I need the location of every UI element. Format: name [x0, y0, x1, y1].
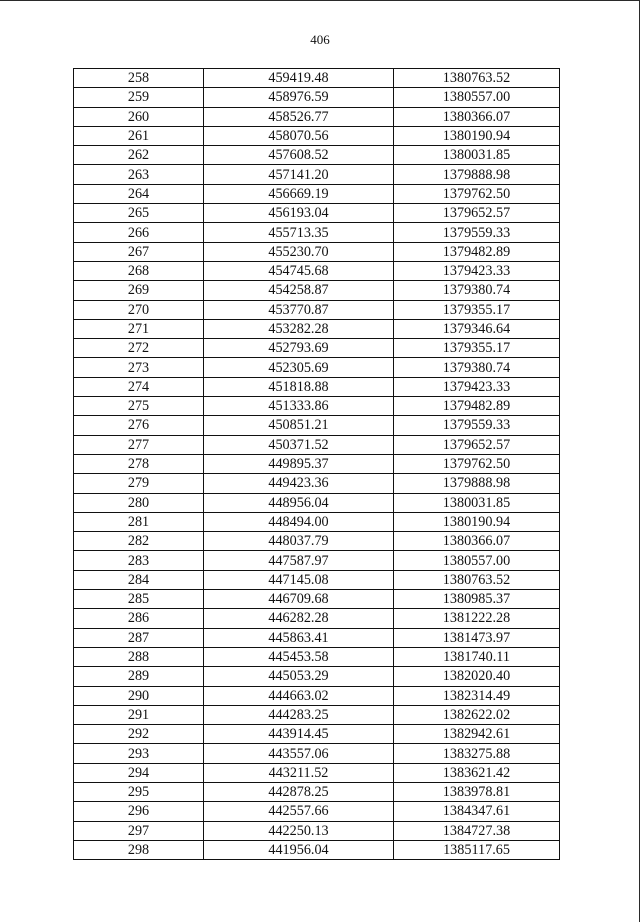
table-row	[74, 493, 560, 512]
table-row	[74, 647, 560, 666]
table-row	[74, 512, 560, 531]
x-coordinate-cell: 445453.58	[204, 647, 394, 666]
point-number-cell: 273	[74, 358, 204, 377]
table-row	[74, 551, 560, 570]
table-row	[74, 725, 560, 744]
x-coordinate-cell: 447587.97	[204, 551, 394, 570]
x-coordinate-cell: 449895.37	[204, 454, 394, 473]
x-coordinate-cell: 444283.25	[204, 705, 394, 724]
scan-border-top	[0, 0, 640, 1]
x-coordinate-cell: 448494.00	[204, 512, 394, 531]
y-coordinate-cell: 1380366.07	[394, 532, 560, 551]
point-number-cell: 284	[74, 570, 204, 589]
point-number-cell: 292	[74, 725, 204, 744]
x-coordinate-cell: 458526.77	[204, 107, 394, 126]
x-coordinate-cell: 454258.87	[204, 281, 394, 300]
point-number-cell: 271	[74, 319, 204, 338]
table-row	[74, 107, 560, 126]
point-number-cell: 285	[74, 590, 204, 609]
table-row	[74, 146, 560, 165]
table-row	[74, 281, 560, 300]
point-number-cell: 278	[74, 454, 204, 473]
point-number-cell: 288	[74, 647, 204, 666]
table-row	[74, 667, 560, 686]
table-row	[74, 88, 560, 107]
point-number-cell: 275	[74, 397, 204, 416]
table-row	[74, 339, 560, 358]
table-row	[74, 69, 560, 88]
y-coordinate-cell: 1384727.38	[394, 821, 560, 840]
point-number-cell: 294	[74, 763, 204, 782]
y-coordinate-cell: 1380557.00	[394, 88, 560, 107]
x-coordinate-cell: 444663.02	[204, 686, 394, 705]
coordinate-table	[73, 68, 560, 860]
point-number-cell: 265	[74, 204, 204, 223]
point-number-cell: 287	[74, 628, 204, 647]
y-coordinate-cell: 1380763.52	[394, 570, 560, 589]
x-coordinate-cell: 456669.19	[204, 184, 394, 203]
x-coordinate-cell: 455713.35	[204, 223, 394, 242]
table-row	[74, 474, 560, 493]
x-coordinate-cell: 448956.04	[204, 493, 394, 512]
coordinate-table-body	[74, 69, 560, 860]
y-coordinate-cell: 1380190.94	[394, 126, 560, 145]
point-number-cell: 298	[74, 840, 204, 859]
table-row	[74, 532, 560, 551]
y-coordinate-cell: 1380763.52	[394, 69, 560, 88]
y-coordinate-cell: 1379423.33	[394, 261, 560, 280]
table-row	[74, 435, 560, 454]
point-number-cell: 269	[74, 281, 204, 300]
point-number-cell: 262	[74, 146, 204, 165]
x-coordinate-cell: 451818.88	[204, 377, 394, 396]
point-number-cell: 263	[74, 165, 204, 184]
x-coordinate-cell: 441956.04	[204, 840, 394, 859]
table-row	[74, 300, 560, 319]
x-coordinate-cell: 442557.66	[204, 802, 394, 821]
y-coordinate-cell: 1382020.40	[394, 667, 560, 686]
y-coordinate-cell: 1382942.61	[394, 725, 560, 744]
table-row	[74, 397, 560, 416]
table-row	[74, 782, 560, 801]
y-coordinate-cell: 1379559.33	[394, 416, 560, 435]
y-coordinate-cell: 1384347.61	[394, 802, 560, 821]
x-coordinate-cell: 453282.28	[204, 319, 394, 338]
x-coordinate-cell: 446282.28	[204, 609, 394, 628]
point-number-cell: 267	[74, 242, 204, 261]
point-number-cell: 258	[74, 69, 204, 88]
x-coordinate-cell: 445053.29	[204, 667, 394, 686]
y-coordinate-cell: 1379380.74	[394, 281, 560, 300]
y-coordinate-cell: 1379482.89	[394, 397, 560, 416]
table-row	[74, 204, 560, 223]
point-number-cell: 282	[74, 532, 204, 551]
point-number-cell: 276	[74, 416, 204, 435]
y-coordinate-cell: 1380031.85	[394, 146, 560, 165]
x-coordinate-cell: 457141.20	[204, 165, 394, 184]
y-coordinate-cell: 1382622.02	[394, 705, 560, 724]
y-coordinate-cell: 1380557.00	[394, 551, 560, 570]
x-coordinate-cell: 443557.06	[204, 744, 394, 763]
x-coordinate-cell: 457608.52	[204, 146, 394, 165]
y-coordinate-cell: 1379355.17	[394, 300, 560, 319]
table-row	[74, 570, 560, 589]
table-row	[74, 223, 560, 242]
table-row	[74, 686, 560, 705]
point-number-cell: 270	[74, 300, 204, 319]
table-row	[74, 454, 560, 473]
table-row	[74, 377, 560, 396]
x-coordinate-cell: 453770.87	[204, 300, 394, 319]
y-coordinate-cell: 1379888.98	[394, 474, 560, 493]
table-row	[74, 609, 560, 628]
y-coordinate-cell: 1379762.50	[394, 454, 560, 473]
table-row	[74, 416, 560, 435]
point-number-cell: 295	[74, 782, 204, 801]
x-coordinate-cell: 442250.13	[204, 821, 394, 840]
x-coordinate-cell: 450371.52	[204, 435, 394, 454]
table-row	[74, 261, 560, 280]
x-coordinate-cell: 450851.21	[204, 416, 394, 435]
point-number-cell: 274	[74, 377, 204, 396]
y-coordinate-cell: 1380190.94	[394, 512, 560, 531]
page-number: 406	[310, 32, 330, 47]
x-coordinate-cell: 458976.59	[204, 88, 394, 107]
table-row	[74, 358, 560, 377]
point-number-cell: 279	[74, 474, 204, 493]
table-row	[74, 744, 560, 763]
x-coordinate-cell: 445863.41	[204, 628, 394, 647]
x-coordinate-cell: 452305.69	[204, 358, 394, 377]
x-coordinate-cell: 452793.69	[204, 339, 394, 358]
table-row	[74, 821, 560, 840]
y-coordinate-cell: 1379423.33	[394, 377, 560, 396]
table-row	[74, 628, 560, 647]
point-number-cell: 283	[74, 551, 204, 570]
y-coordinate-cell: 1383275.88	[394, 744, 560, 763]
point-number-cell: 289	[74, 667, 204, 686]
x-coordinate-cell: 456193.04	[204, 204, 394, 223]
y-coordinate-cell: 1381222.28	[394, 609, 560, 628]
y-coordinate-cell: 1379652.57	[394, 204, 560, 223]
y-coordinate-cell: 1380366.07	[394, 107, 560, 126]
y-coordinate-cell: 1379888.98	[394, 165, 560, 184]
point-number-cell: 290	[74, 686, 204, 705]
table-row	[74, 319, 560, 338]
point-number-cell: 293	[74, 744, 204, 763]
point-number-cell: 281	[74, 512, 204, 531]
table-row	[74, 590, 560, 609]
table-row	[74, 763, 560, 782]
x-coordinate-cell: 451333.86	[204, 397, 394, 416]
y-coordinate-cell: 1379762.50	[394, 184, 560, 203]
y-coordinate-cell: 1382314.49	[394, 686, 560, 705]
table-row	[74, 705, 560, 724]
point-number-cell: 286	[74, 609, 204, 628]
table-row	[74, 840, 560, 859]
point-number-cell: 268	[74, 261, 204, 280]
x-coordinate-cell: 443914.45	[204, 725, 394, 744]
point-number-cell: 297	[74, 821, 204, 840]
table-row	[74, 802, 560, 821]
point-number-cell: 259	[74, 88, 204, 107]
y-coordinate-cell: 1379482.89	[394, 242, 560, 261]
point-number-cell: 264	[74, 184, 204, 203]
y-coordinate-cell: 1380031.85	[394, 493, 560, 512]
point-number-cell: 260	[74, 107, 204, 126]
x-coordinate-cell: 449423.36	[204, 474, 394, 493]
point-number-cell: 266	[74, 223, 204, 242]
y-coordinate-cell: 1380985.37	[394, 590, 560, 609]
y-coordinate-cell: 1383978.81	[394, 782, 560, 801]
x-coordinate-cell: 443211.52	[204, 763, 394, 782]
point-number-cell: 261	[74, 126, 204, 145]
x-coordinate-cell: 454745.68	[204, 261, 394, 280]
point-number-cell: 291	[74, 705, 204, 724]
x-coordinate-cell: 446709.68	[204, 590, 394, 609]
y-coordinate-cell: 1381473.97	[394, 628, 560, 647]
y-coordinate-cell: 1379380.74	[394, 358, 560, 377]
x-coordinate-cell: 442878.25	[204, 782, 394, 801]
table-row	[74, 126, 560, 145]
x-coordinate-cell: 448037.79	[204, 532, 394, 551]
x-coordinate-cell: 459419.48	[204, 69, 394, 88]
y-coordinate-cell: 1379355.17	[394, 339, 560, 358]
point-number-cell: 272	[74, 339, 204, 358]
x-coordinate-cell: 458070.56	[204, 126, 394, 145]
y-coordinate-cell: 1379346.64	[394, 319, 560, 338]
y-coordinate-cell: 1379559.33	[394, 223, 560, 242]
x-coordinate-cell: 455230.70	[204, 242, 394, 261]
point-number-cell: 280	[74, 493, 204, 512]
y-coordinate-cell: 1379652.57	[394, 435, 560, 454]
y-coordinate-cell: 1381740.11	[394, 647, 560, 666]
y-coordinate-cell: 1383621.42	[394, 763, 560, 782]
table-row	[74, 165, 560, 184]
table-row	[74, 242, 560, 261]
table-row	[74, 184, 560, 203]
x-coordinate-cell: 447145.08	[204, 570, 394, 589]
point-number-cell: 277	[74, 435, 204, 454]
y-coordinate-cell: 1385117.65	[394, 840, 560, 859]
point-number-cell: 296	[74, 802, 204, 821]
